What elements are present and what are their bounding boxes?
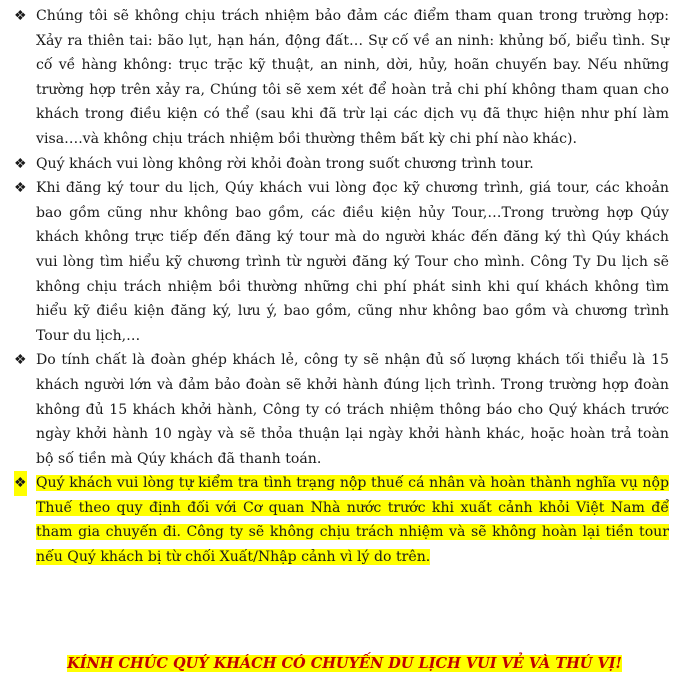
list-item-text: Khi đăng ký tour du lịch, Qúy khách vui lòng đọc kỹ chương trình, giá tour, các khoản bao gồm cũng như không bao gồm, các điều kiện hủy Tour,…Trong trường hợp Qúy khách không trực tiếp đến đăng ký tour mà do người khác đến đăng ký thì Qúy khách vui lòng tìm hiểu kỹ chương trình từ người đăng ký Tour cho mình. Công Ty Du lịch sẽ không chịu trách nhiệm bồi thường những chi phí phát sinh khi quí khách không tìm hiểu kỹ điều kiện đăng ký, lưu ý, bao gồm, cũng như không bao gồm và chương trình Tour du lịch,… — [36, 180, 669, 344]
list-item — [14, 348, 669, 471]
highlighted-list-item — [14, 471, 669, 569]
list-item — [14, 176, 669, 348]
list-item-text: Quý khách vui lòng tự kiểm tra tình trạng nộp thuế cá nhân và hoàn thành nghĩa vụ nộp Thuế theo quy định đối với Cơ quan Nhà nước trước khi xuất cảnh khỏi Việt Nam để tham gia chuyến đi. Công ty sẽ không chịu trách nhiệm và sẽ không hoàn lại tiền tour nếu Quý khách bị từ chối Xuất/Nhập cảnh vì lý do trên. — [36, 475, 669, 566]
diamond-bullet-icon: ❖ — [14, 352, 27, 369]
diamond-bullet-icon: ❖ — [14, 471, 27, 496]
diamond-bullet-icon: ❖ — [14, 8, 27, 24]
list-item — [14, 152, 669, 177]
closing-greeting — [0, 654, 689, 674]
diamond-bullet-icon: ❖ — [14, 180, 27, 197]
list-item-text: Quý khách vui lòng không rời khỏi đoàn trong suốt chương trình tour. — [36, 155, 534, 172]
list-item — [14, 4, 669, 152]
list-item-text: Do tính chất là đoàn ghép khách lẻ, công ty sẽ nhận đủ số lượng khách tối thiểu là 15 khách người lớn và đảm bảo đoàn sẽ khởi hành đúng lịch trình. Trong trường hợp đoàn không đủ 15 khách khởi hành, Công ty có trách nhiệm thông báo cho Quý khách trước ngày khởi hành 10 ngày và sẽ thỏa thuận lại ngày khởi hành khác, hoặc hoàn trả toàn bộ số tiền mà Qúy khách đã thanh toán. — [36, 352, 669, 467]
diamond-bullet-icon: ❖ — [14, 155, 27, 172]
list-item-text: Chúng tôi sẽ không chịu trách nhiệm bảo đảm các điểm tham quan trong trường hợp: Xảy ra thiên tai: bão lụt, hạn hán, động đất… Sự cố về an ninh: khủng bố, biểu tình. Sự cố về hàng không: trục trặc kỹ thuật, an ninh, dời, hủy, hoãn chuyến bay. Nếu những trường hợp trên xảy ra, Chúng tôi sẽ xem xét để hoàn trả chi phí không tham quan cho khách trong điều kiện có thể (sau khi đã trừ lại các dịch vụ đã thực hiện như phí làm visa….và không chịu trách nhiệm bồi thường thêm bất kỳ chi phí nào khác). — [36, 8, 669, 147]
closing-text: KÍNH CHÚC QUÝ KHÁCH CÓ CHUYẾN DU LỊCH VUI VẺ VÀ THÚ VỊ! — [67, 655, 622, 672]
